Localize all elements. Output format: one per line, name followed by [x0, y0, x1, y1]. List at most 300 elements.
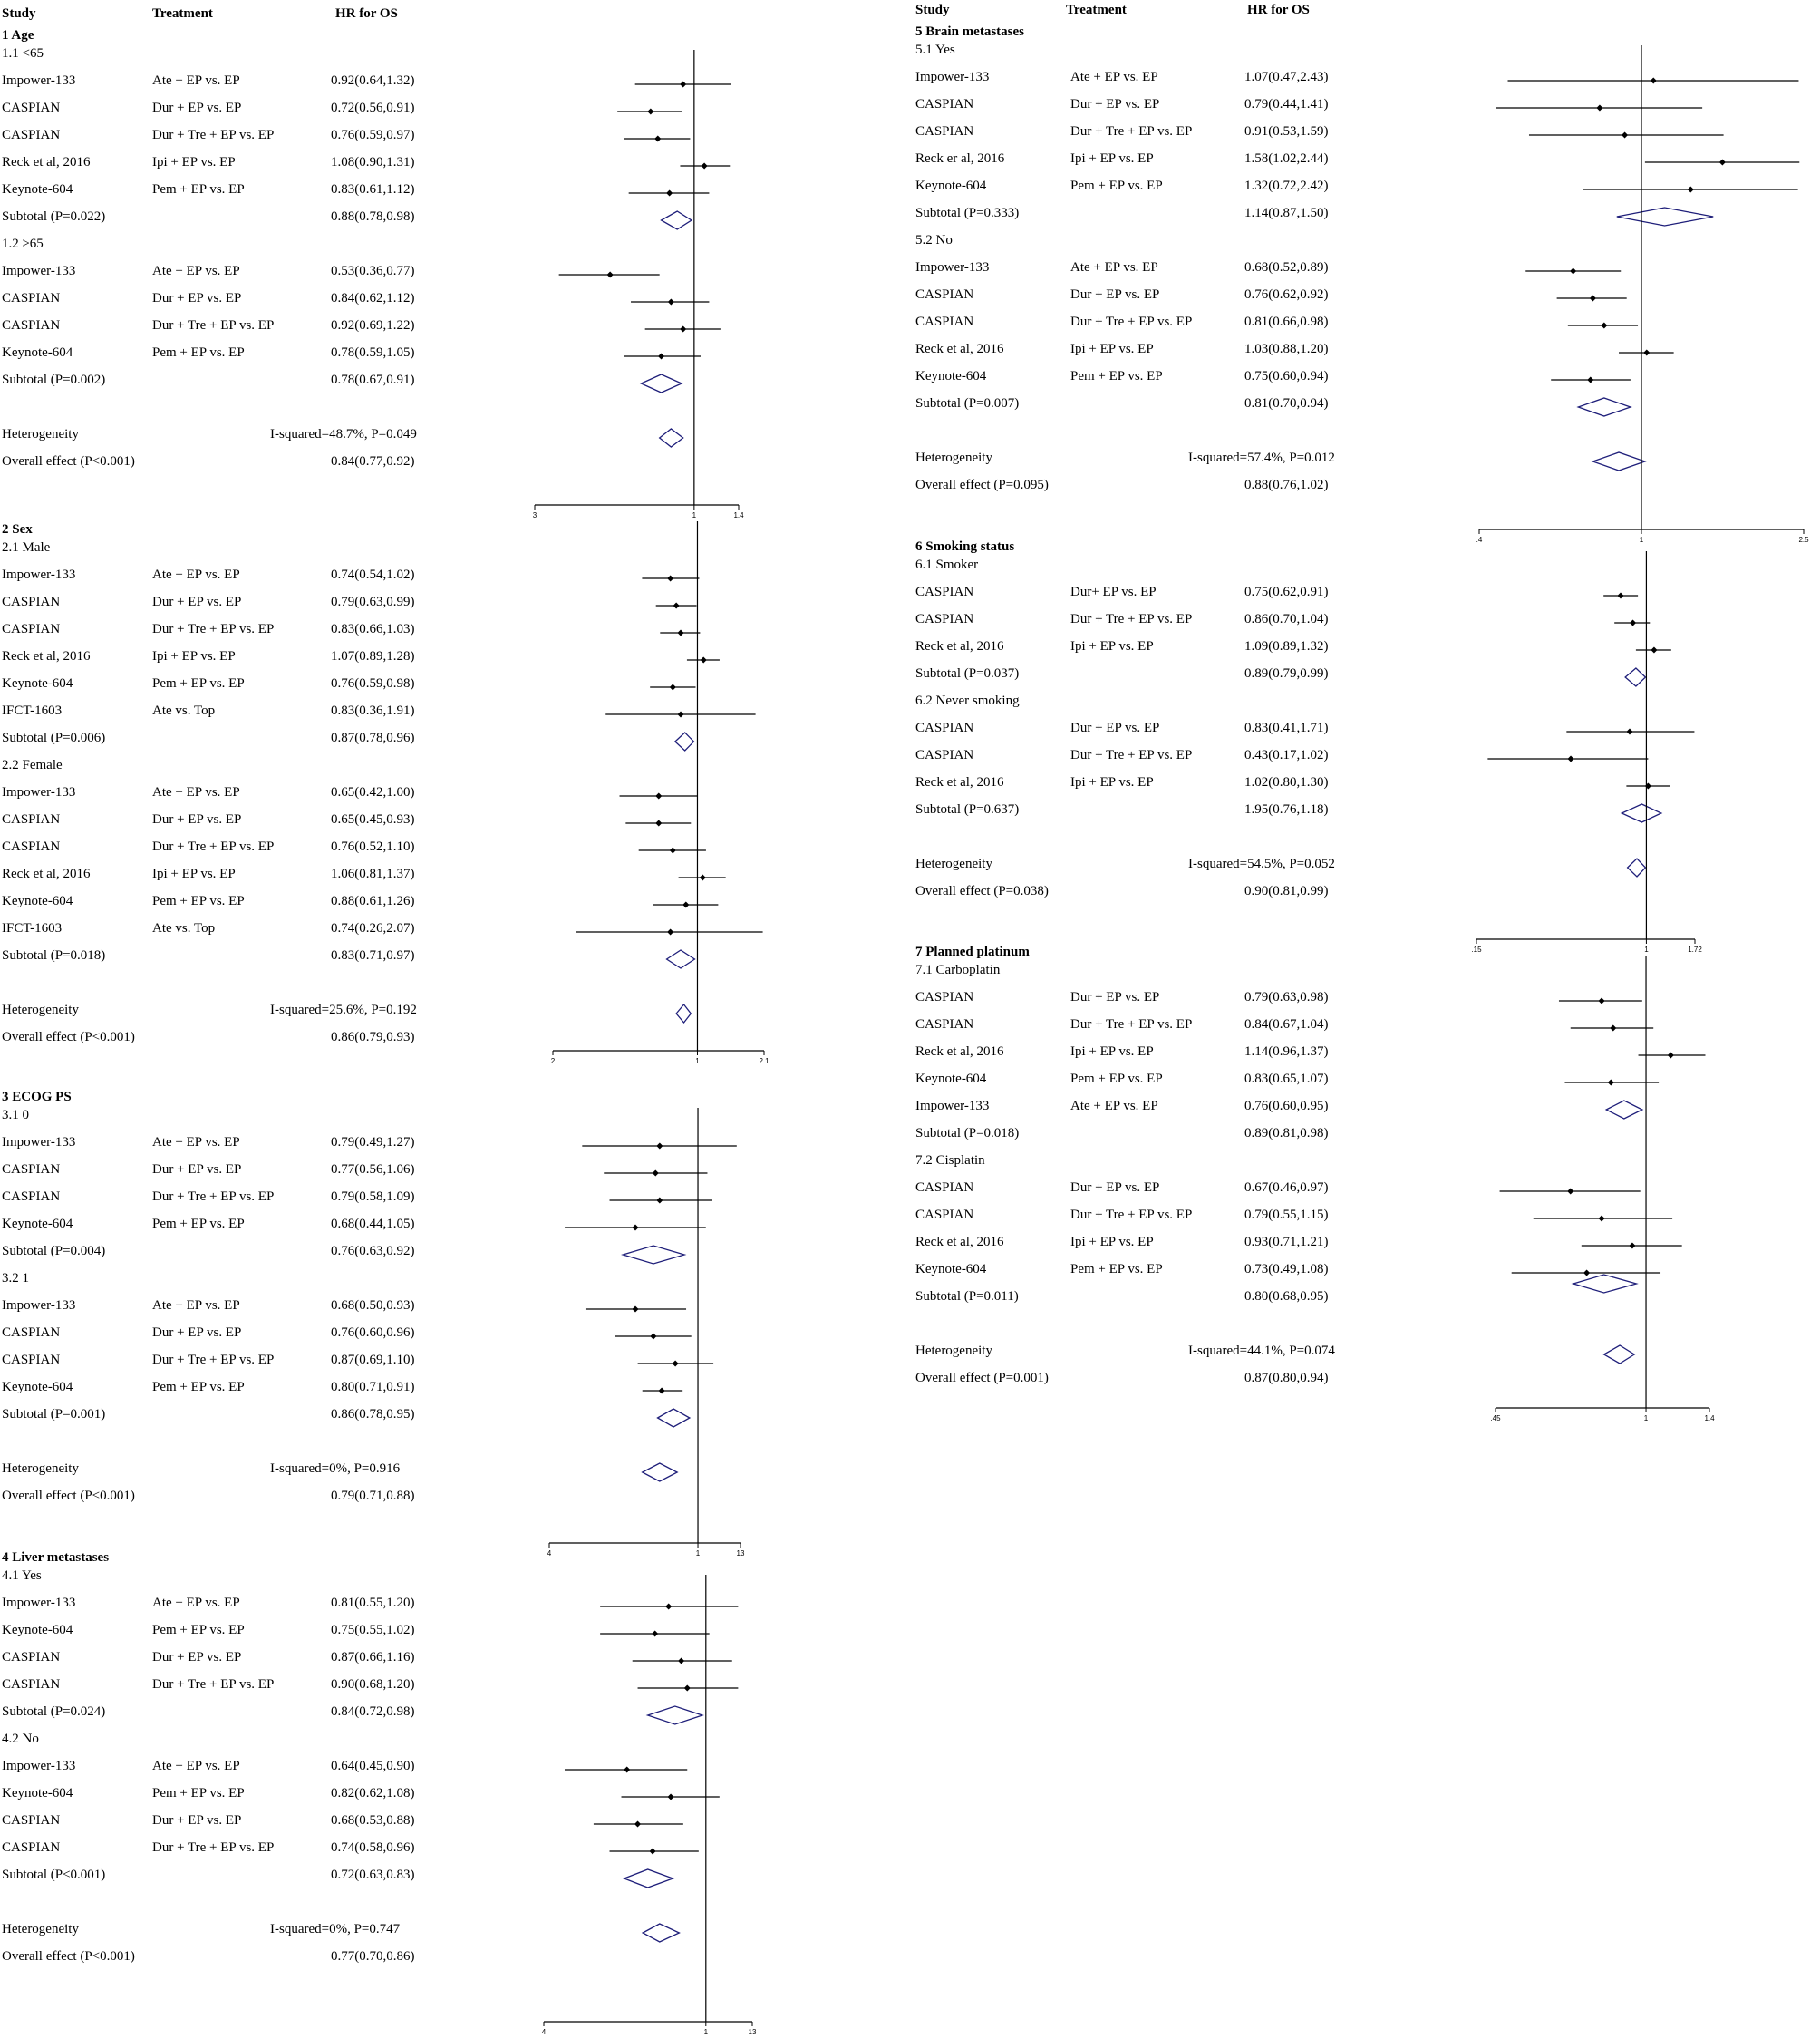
x-axis-tick-label: 13 — [736, 1549, 745, 1558]
hr-ci-text: 0.76(0.59,0.97) — [331, 128, 415, 142]
hr-ci-text: 1.14(0.96,1.37) — [1244, 1044, 1329, 1059]
hr-ci-text: 0.65(0.42,1.00) — [331, 785, 415, 800]
hr-ci-text: 0.83(0.36,1.91) — [331, 704, 415, 718]
point-estimate — [1567, 1189, 1573, 1195]
treatment-label: Dur + EP vs. EP — [1070, 990, 1160, 1004]
hr-ci-text: 0.64(0.45,0.90) — [331, 1759, 415, 1773]
treatment-label: Pem + EP vs. EP — [152, 676, 245, 691]
treatment-label: Ate + EP vs. EP — [1070, 260, 1158, 275]
hr-ci-text: 0.73(0.49,1.08) — [1244, 1262, 1329, 1276]
subtotal-study-label: Subtotal (P=0.001) — [2, 1407, 106, 1422]
study-study-label: CASPIAN — [2, 101, 61, 115]
treatment-label: Dur + EP vs. EP — [152, 595, 242, 609]
subgroup-label: 3.2 1 — [2, 1271, 29, 1286]
treatment-label: Dur + EP vs. EP — [1070, 97, 1160, 112]
x-axis-tick-label: .45 — [1490, 1414, 1501, 1422]
study-study-label: Impower-133 — [2, 1759, 76, 1773]
hr-ci-text: 0.84(0.72,0.98) — [331, 1704, 415, 1719]
study-study-label: CASPIAN — [2, 318, 61, 333]
treatment-label: Ipi + EP vs. EP — [1070, 1235, 1154, 1249]
study-study-label: CASPIAN — [2, 291, 61, 306]
heterogeneity-study-label: Heterogeneity — [2, 1461, 79, 1476]
col2-study-header: Study — [915, 3, 950, 17]
subtotal-study-label: Subtotal (P=0.333) — [915, 206, 1020, 220]
hr-ci-text: 0.79(0.58,1.09) — [331, 1189, 415, 1204]
hr-ci-text: 0.76(0.62,0.92) — [1244, 287, 1329, 302]
hr-ci-text: 1.14(0.87,1.50) — [1244, 206, 1329, 220]
heterogeneity-study-label: Heterogeneity — [2, 1003, 79, 1017]
study-study-label: CASPIAN — [915, 748, 974, 762]
study-study-label: CASPIAN — [915, 287, 974, 302]
study-study-label: Impower-133 — [915, 70, 990, 84]
study-study-label: Impower-133 — [2, 73, 76, 88]
point-estimate — [1629, 1243, 1635, 1249]
hr-ci-text: 0.86(0.70,1.04) — [1244, 612, 1329, 626]
study-study-label: CASPIAN — [2, 812, 61, 827]
panel-title: 7 Planned platinum — [915, 945, 1030, 959]
treatment-label: Dur + EP vs. EP — [152, 1325, 242, 1340]
subtotal-study-label: Subtotal (P=0.004) — [2, 1244, 106, 1258]
hr-ci-text: 0.79(0.63,0.99) — [331, 595, 415, 609]
x-axis-tick-label: 1.72 — [1688, 946, 1702, 954]
panel-title: 4 Liver metastases — [2, 1550, 110, 1565]
overall-diamond — [1604, 1345, 1635, 1364]
treatment-label: Ipi + EP vs. EP — [1070, 639, 1154, 654]
overall-study-label: Overall effect (P<0.001) — [2, 454, 135, 469]
hr-ci-text: 1.58(1.02,2.44) — [1244, 151, 1329, 166]
hr-ci-text: 0.76(0.52,1.10) — [331, 839, 415, 854]
hr-ci-text: 0.92(0.64,1.32) — [331, 73, 415, 88]
heterogeneity-stat: I-squared=44.1%, P=0.074 — [1188, 1344, 1335, 1358]
study-study-label: IFCT-1603 — [2, 704, 63, 718]
study-study-label: Reck et al, 2016 — [2, 867, 91, 881]
study-study-label: CASPIAN — [2, 1840, 61, 1855]
subtotal-diamond — [1573, 1275, 1637, 1293]
panel-title: 3 ECOG PS — [2, 1090, 72, 1104]
hr-ci-text: 0.89(0.79,0.99) — [1244, 666, 1329, 681]
study-study-label: CASPIAN — [2, 1162, 61, 1177]
subtotal-study-label: Subtotal (P=0.007) — [915, 396, 1020, 411]
study-study-label: CASPIAN — [915, 315, 974, 329]
study-study-label: CASPIAN — [915, 612, 974, 626]
study-study-label: CASPIAN — [915, 97, 974, 112]
x-axis-tick-label: 1 — [692, 511, 697, 519]
heterogeneity-study-label: Heterogeneity — [915, 1344, 992, 1358]
hr-ci-text: 0.76(0.60,0.95) — [1244, 1099, 1329, 1113]
hr-ci-text: 0.83(0.65,1.07) — [1244, 1072, 1329, 1086]
panel-title: 5 Brain metastases — [915, 24, 1024, 39]
subgroup-label: 6.2 Never smoking — [915, 694, 1020, 708]
panel-title: 2 Sex — [2, 522, 33, 537]
heterogeneity-stat: I-squared=48.7%, P=0.049 — [270, 427, 417, 442]
study-study-label: Keynote-604 — [915, 369, 987, 383]
hr-ci-text: 0.68(0.52,0.89) — [1244, 260, 1329, 275]
hr-ci-text: 0.91(0.53,1.59) — [1244, 124, 1329, 139]
treatment-label: Ipi + EP vs. EP — [1070, 775, 1154, 790]
hr-ci-text: 0.78(0.59,1.05) — [331, 345, 415, 360]
study-study-label: Reck et al, 2016 — [2, 649, 91, 664]
study-study-label: CASPIAN — [915, 721, 974, 735]
hr-ci-text: 0.81(0.55,1.20) — [331, 1596, 415, 1610]
hr-ci-text: 0.79(0.71,0.88) — [331, 1489, 415, 1503]
subgroup-label: 4.2 No — [2, 1732, 39, 1746]
subtotal-study-label: Subtotal (P=0.037) — [915, 666, 1020, 681]
study-study-label: Reck et al, 2016 — [915, 1044, 1004, 1059]
study-study-label: Impower-133 — [2, 785, 76, 800]
x-axis-tick-label: 2.1 — [759, 1057, 770, 1065]
study-study-label: Keynote-604 — [915, 1072, 987, 1086]
study-study-label: Reck et al, 2016 — [915, 639, 1004, 654]
hr-ci-text: 0.87(0.80,0.94) — [1244, 1371, 1329, 1385]
point-estimate — [1599, 1216, 1605, 1222]
hr-ci-text: 1.07(0.47,2.43) — [1244, 70, 1329, 84]
hr-ci-text: 0.90(0.68,1.20) — [331, 1677, 415, 1692]
hr-ci-text: 0.83(0.41,1.71) — [1244, 721, 1329, 735]
subtotal-study-label: Subtotal (P=0.022) — [2, 209, 106, 224]
treatment-label: Ate + EP vs. EP — [152, 1135, 240, 1150]
treatment-label: Pem + EP vs. EP — [1070, 179, 1163, 193]
x-axis-tick-label: 1 — [1643, 1414, 1649, 1422]
treatment-label: Ate + EP vs. EP — [152, 568, 240, 582]
heterogeneity-study-label: Heterogeneity — [2, 1922, 79, 1936]
treatment-label: Ipi + EP vs. EP — [152, 649, 236, 664]
study-study-label: Reck et al, 2016 — [915, 1235, 1004, 1249]
hr-ci-text: 0.65(0.45,0.93) — [331, 812, 415, 827]
point-estimate — [1583, 1270, 1590, 1276]
subgroup-label: 5.2 No — [915, 233, 953, 247]
hr-ci-text: 1.32(0.72,2.42) — [1244, 179, 1329, 193]
study-study-label: CASPIAN — [915, 990, 974, 1004]
treatment-label: Ipi + EP vs. EP — [1070, 151, 1154, 166]
treatment-label: Dur + EP vs. EP — [1070, 721, 1160, 735]
col1-treatment-header: Treatment — [152, 6, 213, 21]
treatment-label: Ate + EP vs. EP — [152, 785, 240, 800]
treatment-label: Dur + Tre + EP vs. EP — [1070, 124, 1193, 139]
hr-ci-text: 0.72(0.63,0.83) — [331, 1868, 415, 1882]
study-study-label: CASPIAN — [2, 1813, 61, 1828]
hr-ci-text: 0.76(0.59,0.98) — [331, 676, 415, 691]
subtotal-study-label: Subtotal (P=0.018) — [2, 948, 106, 963]
hr-ci-text: 0.74(0.26,2.07) — [331, 921, 415, 936]
hr-ci-text: 0.90(0.81,0.99) — [1244, 884, 1329, 898]
col1-hr-header: HR for OS — [335, 6, 398, 21]
hr-ci-text: 0.86(0.78,0.95) — [331, 1407, 415, 1422]
heterogeneity-stat: I-squared=54.5%, P=0.052 — [1188, 857, 1335, 871]
subgroup-label: 7.2 Cisplatin — [915, 1153, 985, 1168]
study-study-label: Keynote-604 — [2, 676, 73, 691]
hr-ci-text: 0.78(0.67,0.91) — [331, 373, 415, 387]
x-axis-tick-label: 1 — [703, 2028, 709, 2036]
hr-ci-text: 0.67(0.46,0.97) — [1244, 1180, 1329, 1195]
point-estimate — [1599, 998, 1605, 1004]
hr-ci-text: 0.84(0.67,1.04) — [1244, 1017, 1329, 1032]
hr-ci-text: 0.79(0.63,0.98) — [1244, 990, 1329, 1004]
hr-ci-text: 1.06(0.81,1.37) — [331, 867, 415, 881]
study-study-label: Keynote-604 — [915, 1262, 987, 1276]
hr-ci-text: 0.87(0.66,1.16) — [331, 1650, 415, 1664]
treatment-label: Ipi + EP vs. EP — [1070, 342, 1154, 356]
treatment-label: Pem + EP vs. EP — [152, 1786, 245, 1800]
x-axis-tick-label: 13 — [748, 2028, 757, 2036]
hr-ci-text: 1.95(0.76,1.18) — [1244, 802, 1329, 817]
hr-ci-text: 0.88(0.78,0.98) — [331, 209, 415, 224]
hr-ci-text: 0.87(0.69,1.10) — [331, 1353, 415, 1367]
hr-ci-text: 0.75(0.60,0.94) — [1244, 369, 1329, 383]
treatment-label: Dur + Tre + EP vs. EP — [152, 1677, 275, 1692]
hr-ci-text: 0.92(0.69,1.22) — [331, 318, 415, 333]
treatment-label: Dur + EP vs. EP — [152, 101, 242, 115]
study-study-label: Reck er al, 2016 — [915, 151, 1005, 166]
study-study-label: Keynote-604 — [2, 1786, 73, 1800]
study-study-label: Reck et al, 2016 — [2, 155, 91, 170]
heterogeneity-stat: I-squared=0%, P=0.916 — [270, 1461, 401, 1476]
x-axis-tick-label: 2 — [550, 1057, 556, 1065]
treatment-label: Dur + EP vs. EP — [152, 291, 242, 306]
heterogeneity-study-label: Heterogeneity — [2, 427, 79, 442]
subtotal-study-label: Subtotal (P=0.024) — [2, 1704, 106, 1719]
treatment-label: Ate + EP vs. EP — [152, 264, 240, 278]
treatment-label: Dur + EP vs. EP — [1070, 1180, 1160, 1195]
hr-ci-text: 0.76(0.63,0.92) — [331, 1244, 415, 1258]
hr-ci-text: 0.81(0.66,0.98) — [1244, 315, 1329, 329]
hr-ci-text: 1.08(0.90,1.31) — [331, 155, 415, 170]
subtotal-study-label: Subtotal (P=0.002) — [2, 373, 106, 387]
hr-ci-text: 0.88(0.61,1.26) — [331, 894, 415, 908]
hr-ci-text: 0.81(0.70,0.94) — [1244, 396, 1329, 411]
subgroup-label: 5.1 Yes — [915, 43, 955, 57]
treatment-label: Dur+ EP vs. EP — [1070, 585, 1157, 599]
treatment-label: Ate + EP vs. EP — [152, 1298, 240, 1313]
treatment-label: Pem + EP vs. EP — [152, 182, 245, 197]
point-estimate — [1610, 1025, 1616, 1032]
subtotal-diamond — [1606, 1101, 1642, 1119]
subtotal-study-label: Subtotal (P=0.006) — [2, 731, 106, 745]
hr-ci-text: 1.02(0.80,1.30) — [1244, 775, 1329, 790]
treatment-label: Dur + Tre + EP vs. EP — [152, 1189, 275, 1204]
hr-ci-text: 0.74(0.54,1.02) — [331, 568, 415, 582]
treatment-label: Ate + EP vs. EP — [1070, 70, 1158, 84]
study-study-label: CASPIAN — [2, 1677, 61, 1692]
treatment-label: Dur + Tre + EP vs. EP — [1070, 612, 1193, 626]
hr-ci-text: 0.83(0.71,0.97) — [331, 948, 415, 963]
subtotal-study-label: Subtotal (P<0.001) — [2, 1868, 106, 1882]
study-study-label: CASPIAN — [915, 1208, 974, 1222]
treatment-label: Pem + EP vs. EP — [1070, 1262, 1163, 1276]
treatment-label: Dur + EP vs. EP — [1070, 287, 1160, 302]
heterogeneity-study-label: Heterogeneity — [915, 857, 992, 871]
treatment-label: Ate + EP vs. EP — [152, 1596, 240, 1610]
treatment-label: Dur + Tre + EP vs. EP — [1070, 315, 1193, 329]
study-study-label: CASPIAN — [2, 1353, 61, 1367]
hr-ci-text: 0.86(0.79,0.93) — [331, 1030, 415, 1044]
treatment-label: Ate + EP vs. EP — [152, 73, 240, 88]
treatment-label: Dur + Tre + EP vs. EP — [152, 128, 275, 142]
hr-ci-text: 0.79(0.55,1.15) — [1244, 1208, 1329, 1222]
subtotal-study-label: Subtotal (P=0.011) — [915, 1289, 1019, 1304]
treatment-label: Pem + EP vs. EP — [152, 1380, 245, 1394]
overall-study-label: Overall effect (P=0.038) — [915, 884, 1049, 898]
x-axis-tick-label: 1 — [695, 1057, 700, 1065]
x-axis-tick-label: 4 — [541, 2028, 547, 2036]
subgroup-label: 1.1 <65 — [2, 46, 44, 61]
study-study-label: Keynote-604 — [2, 1623, 73, 1637]
study-study-label: Keynote-604 — [915, 179, 987, 193]
treatment-label: Dur + EP vs. EP — [152, 1813, 242, 1828]
study-study-label: Keynote-604 — [2, 182, 73, 197]
study-study-label: CASPIAN — [915, 1017, 974, 1032]
overall-study-label: Overall effect (P<0.001) — [2, 1949, 135, 1964]
treatment-label: Dur + EP vs. EP — [152, 1162, 242, 1177]
treatment-label: Ipi + EP vs. EP — [152, 867, 236, 881]
study-study-label: CASPIAN — [2, 1325, 61, 1340]
x-axis-tick-label: 3 — [532, 511, 537, 519]
hr-ci-text: 0.83(0.66,1.03) — [331, 622, 415, 636]
hr-ci-text: 0.84(0.62,1.12) — [331, 291, 415, 306]
treatment-label: Dur + Tre + EP vs. EP — [152, 839, 275, 854]
x-axis-tick-label: .4 — [1476, 536, 1483, 544]
treatment-label: Dur + Tre + EP vs. EP — [152, 622, 275, 636]
treatment-label: Ate + EP vs. EP — [1070, 1099, 1158, 1113]
hr-ci-text: 0.93(0.71,1.21) — [1244, 1235, 1329, 1249]
hr-ci-text: 0.68(0.53,0.88) — [331, 1813, 415, 1828]
hr-ci-text: 0.74(0.58,0.96) — [331, 1840, 415, 1855]
hr-ci-text: 0.77(0.56,1.06) — [331, 1162, 415, 1177]
subgroup-label: 2.2 Female — [2, 758, 63, 772]
study-study-label: CASPIAN — [2, 595, 61, 609]
treatment-label: Ipi + EP vs. EP — [152, 155, 236, 170]
study-study-label: Keynote-604 — [2, 1217, 73, 1231]
treatment-label: Dur + EP vs. EP — [152, 812, 242, 827]
study-study-label: Reck et al, 2016 — [915, 342, 1004, 356]
x-axis-tick-label: .15 — [1471, 946, 1482, 954]
hr-ci-text: 0.77(0.70,0.86) — [331, 1949, 415, 1964]
subgroup-label: 2.1 Male — [2, 540, 51, 555]
hr-ci-text: 1.03(0.88,1.20) — [1244, 342, 1329, 356]
subtotal-study-label: Subtotal (P=0.637) — [915, 802, 1020, 817]
col2-treatment-header: Treatment — [1066, 3, 1127, 17]
hr-ci-text: 0.43(0.17,1.02) — [1244, 748, 1329, 762]
overall-study-label: Overall effect (P=0.095) — [915, 478, 1049, 492]
point-estimate — [1668, 1053, 1674, 1059]
hr-ci-text: 0.53(0.36,0.77) — [331, 264, 415, 278]
study-study-label: CASPIAN — [2, 1650, 61, 1664]
hr-ci-text: 0.79(0.44,1.41) — [1244, 97, 1329, 112]
x-axis-tick-label: 1.4 — [733, 511, 744, 519]
study-study-label: Keynote-604 — [2, 894, 73, 908]
hr-ci-text: 1.09(0.89,1.32) — [1244, 639, 1329, 654]
treatment-label: Dur + Tre + EP vs. EP — [152, 1353, 275, 1367]
treatment-label: Pem + EP vs. EP — [152, 1623, 245, 1637]
study-study-label: CASPIAN — [2, 128, 61, 142]
hr-ci-text: 0.80(0.68,0.95) — [1244, 1289, 1329, 1304]
study-study-label: CASPIAN — [2, 622, 61, 636]
treatment-label: Ate + EP vs. EP — [152, 1759, 240, 1773]
hr-ci-text: 0.87(0.78,0.96) — [331, 731, 415, 745]
study-study-label: CASPIAN — [2, 839, 61, 854]
treatment-label: Ate vs. Top — [152, 921, 216, 936]
treatment-label: Pem + EP vs. EP — [152, 1217, 245, 1231]
panel-title: 6 Smoking status — [915, 539, 1015, 554]
x-axis-tick-label: 1 — [1644, 946, 1649, 954]
treatment-label: Dur + Tre + EP vs. EP — [152, 1840, 275, 1855]
study-study-label: CASPIAN — [915, 1180, 974, 1195]
treatment-label: Dur + Tre + EP vs. EP — [1070, 1208, 1193, 1222]
study-study-label: Impower-133 — [915, 260, 990, 275]
hr-ci-text: 0.68(0.50,0.93) — [331, 1298, 415, 1313]
x-axis-tick-label: 1.4 — [1704, 1414, 1715, 1422]
hr-ci-text: 0.84(0.77,0.92) — [331, 454, 415, 469]
overall-study-label: Overall effect (P=0.001) — [915, 1371, 1049, 1385]
col1-study-header: Study — [2, 6, 36, 21]
subtotal-study-label: Subtotal (P=0.018) — [915, 1126, 1020, 1140]
study-study-label: CASPIAN — [2, 1189, 61, 1204]
subgroup-label: 3.1 0 — [2, 1108, 29, 1122]
treatment-label: Pem + EP vs. EP — [1070, 369, 1163, 383]
treatment-label: Ate vs. Top — [152, 704, 216, 718]
subgroup-label: 7.1 Carboplatin — [915, 963, 1001, 977]
study-study-label: CASPIAN — [915, 124, 974, 139]
subgroup-label: 6.1 Smoker — [915, 558, 979, 572]
treatment-label: Ipi + EP vs. EP — [1070, 1044, 1154, 1059]
overall-study-label: Overall effect (P<0.001) — [2, 1030, 135, 1044]
treatment-label: Pem + EP vs. EP — [152, 345, 245, 360]
study-study-label: Impower-133 — [2, 568, 76, 582]
hr-ci-text: 0.80(0.71,0.91) — [331, 1380, 415, 1394]
hr-ci-text: 0.68(0.44,1.05) — [331, 1217, 415, 1231]
subgroup-label: 1.2 ≥65 — [2, 237, 44, 251]
hr-ci-text: 0.75(0.62,0.91) — [1244, 585, 1329, 599]
col2-hr-header: HR for OS — [1247, 3, 1310, 17]
study-study-label: IFCT-1603 — [2, 921, 63, 936]
x-axis-tick-label: 1 — [695, 1549, 701, 1558]
study-study-label: Impower-133 — [2, 1596, 76, 1610]
treatment-label: Dur + EP vs. EP — [152, 1650, 242, 1664]
x-axis-tick-label: 4 — [547, 1549, 552, 1558]
x-axis-tick-label: 2.5 — [1798, 536, 1809, 544]
hr-ci-text: 0.88(0.76,1.02) — [1244, 478, 1329, 492]
treatment-label: Pem + EP vs. EP — [1070, 1072, 1163, 1086]
study-study-label: Reck et al, 2016 — [915, 775, 1004, 790]
study-study-label: Impower-133 — [2, 1298, 76, 1313]
hr-ci-text: 0.75(0.55,1.02) — [331, 1623, 415, 1637]
study-study-label: CASPIAN — [915, 585, 974, 599]
heterogeneity-stat: I-squared=25.6%, P=0.192 — [270, 1003, 417, 1017]
x-axis-tick-label: 1 — [1639, 536, 1644, 544]
study-study-label: Keynote-604 — [2, 345, 73, 360]
hr-ci-text: 0.79(0.49,1.27) — [331, 1135, 415, 1150]
hr-ci-text: 1.07(0.89,1.28) — [331, 649, 415, 664]
study-study-label: Keynote-604 — [2, 1380, 73, 1394]
study-study-label: Impower-133 — [2, 1135, 76, 1150]
hr-ci-text: 0.89(0.81,0.98) — [1244, 1126, 1329, 1140]
hr-ci-text: 0.72(0.56,0.91) — [331, 101, 415, 115]
overall-study-label: Overall effect (P<0.001) — [2, 1489, 135, 1503]
treatment-label: Dur + Tre + EP vs. EP — [152, 318, 275, 333]
heterogeneity-stat: I-squared=57.4%, P=0.012 — [1188, 451, 1335, 465]
hr-ci-text: 0.83(0.61,1.12) — [331, 182, 415, 197]
point-estimate — [1608, 1080, 1614, 1086]
heterogeneity-study-label: Heterogeneity — [915, 451, 992, 465]
treatment-label: Dur + Tre + EP vs. EP — [1070, 748, 1193, 762]
hr-ci-text: 0.82(0.62,1.08) — [331, 1786, 415, 1800]
study-study-label: Impower-133 — [915, 1099, 990, 1113]
treatment-label: Dur + Tre + EP vs. EP — [1070, 1017, 1193, 1032]
study-study-label: Impower-133 — [2, 264, 76, 278]
heterogeneity-stat: I-squared=0%, P=0.747 — [270, 1922, 401, 1936]
treatment-label: Pem + EP vs. EP — [152, 894, 245, 908]
panel-title: 1 Age — [2, 28, 34, 43]
subgroup-label: 4.1 Yes — [2, 1568, 42, 1583]
